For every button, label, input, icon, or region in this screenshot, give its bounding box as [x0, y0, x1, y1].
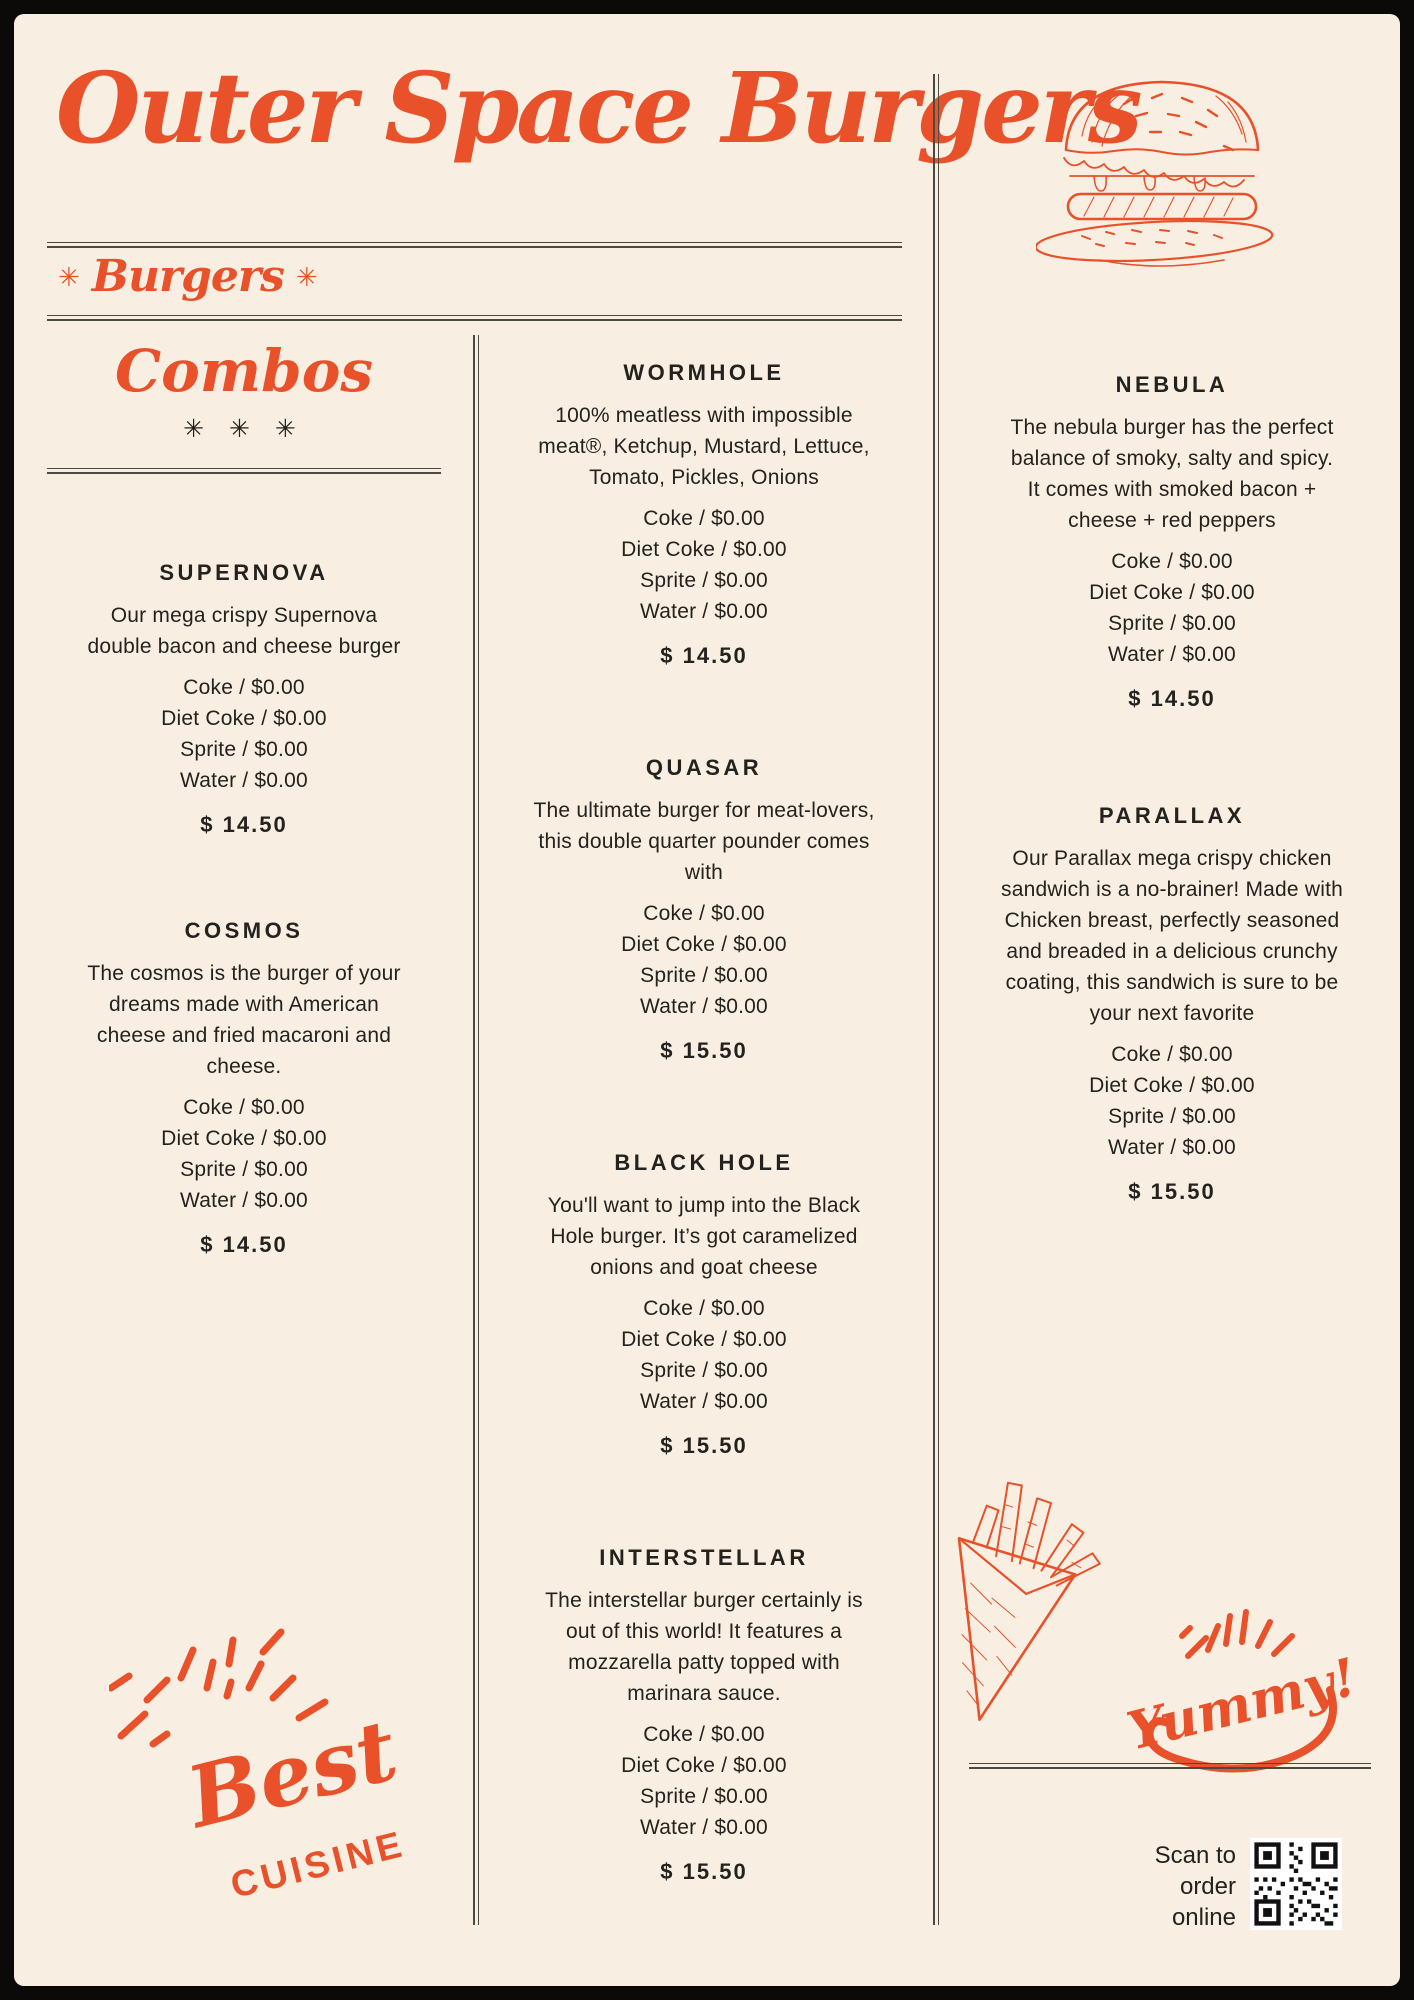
item-description: Our mega crispy Supernova double bacon and cheese burger: [87, 603, 401, 658]
item-option: Water / $0.00: [640, 1390, 768, 1413]
item-option: Water / $0.00: [1108, 1136, 1236, 1159]
item-description: You'll want to jump into the Black Hole burger. It’s got caramelized onions and goat cheese: [547, 1194, 861, 1279]
combos-rule: [47, 468, 441, 474]
menu-sheet: [14, 14, 1400, 1986]
item-option: Sprite / $0.00: [180, 737, 308, 761]
item-price: $ 14.50: [660, 643, 748, 668]
item-name: QUASAR: [645, 755, 763, 780]
footer-rule: [969, 1763, 1371, 1769]
item-option: Coke / $0.00: [183, 1095, 305, 1119]
item-name: COSMOS: [184, 917, 304, 943]
item-options: [506, 1719, 902, 1843]
menu-item-quasar: [506, 753, 902, 1064]
item-name: INTERSTELLAR: [599, 1545, 809, 1570]
yummy-label: Yummy!: [1121, 1646, 1363, 1763]
item-option: Diet Coke / $0.00: [621, 538, 787, 561]
menu-column-right: [965, 370, 1379, 1205]
page-title: Outer Space Burgers: [56, 51, 1140, 165]
item-option: Coke / $0.00: [183, 675, 305, 699]
item-description: The ultimate burger for meat-lovers, this double quarter pounder comes with: [533, 799, 875, 884]
item-price: $ 15.50: [660, 1038, 748, 1063]
best-cuisine-decoration: [109, 1626, 429, 1966]
item-options: [965, 546, 1379, 670]
item-option: Coke / $0.00: [1111, 550, 1233, 573]
item-option: Water / $0.00: [180, 768, 308, 792]
scan-to-order-label: Scan to order online: [1154, 1842, 1236, 1931]
item-name: BLACK HOLE: [614, 1150, 794, 1175]
item-price: $ 14.50: [1128, 686, 1216, 711]
asterisk-icon: ✳: [295, 261, 318, 292]
item-option: Coke / $0.00: [643, 1297, 765, 1320]
item-option: Sprite / $0.00: [1108, 612, 1236, 635]
item-option: Coke / $0.00: [1111, 1043, 1233, 1066]
item-option: Sprite / $0.00: [640, 1785, 768, 1808]
item-options: [965, 1039, 1379, 1163]
item-options: [506, 898, 902, 1022]
header-rule-bottom: [47, 315, 902, 321]
item-option: Water / $0.00: [640, 1816, 768, 1839]
item-description: The cosmos is the burger of your dreams made with American cheese and fried macaroni and cheese.: [87, 961, 401, 1078]
menu-item-supernova: [47, 558, 441, 838]
fries-illustration: [945, 1462, 1111, 1732]
item-price: $ 15.50: [660, 1859, 748, 1884]
item-option: Diet Coke / $0.00: [621, 1754, 787, 1777]
item-option: Coke / $0.00: [643, 902, 765, 925]
menu-column-combos: [47, 332, 441, 1258]
menu-item-cosmos: [47, 916, 441, 1258]
menu-item-black-hole: [506, 1148, 902, 1459]
burger-illustration: [1036, 54, 1288, 268]
item-option: Sprite / $0.00: [640, 964, 768, 987]
item-description: Our Parallax mega crispy chicken sandwich is a no-brainer! Made with Chicken breast, perfectly seasoned and breaded in a delicious crunchy coating, this sandwich is sure to be your next favorite: [1001, 847, 1343, 1025]
item-price: $ 14.50: [200, 1231, 288, 1257]
item-option: Sprite / $0.00: [180, 1157, 308, 1181]
item-name: WORMHOLE: [623, 360, 785, 385]
item-name: SUPERNOVA: [159, 559, 329, 585]
item-options: [47, 1092, 441, 1216]
item-price: $ 15.50: [1128, 1179, 1216, 1204]
item-option: Sprite / $0.00: [1108, 1105, 1236, 1128]
item-options: [506, 503, 902, 627]
item-description: 100% meatless with impossible meat®, Ketchup, Mustard, Lettuce, Tomato, Pickles, Onions: [538, 404, 870, 489]
asterisk-icon: ✳: [58, 261, 80, 292]
item-price: $ 15.50: [660, 1433, 748, 1458]
item-option: Water / $0.00: [1108, 643, 1236, 666]
item-option: Sprite / $0.00: [640, 1359, 768, 1382]
item-price: $ 14.50: [200, 811, 288, 837]
menu-column-middle: [506, 358, 902, 1885]
menu-item-interstellar: [506, 1543, 902, 1885]
item-option: Diet Coke / $0.00: [621, 1328, 787, 1351]
item-option: Coke / $0.00: [643, 507, 765, 530]
three-asterisks-icon: ✳ ✳ ✳: [183, 414, 305, 443]
item-option: Diet Coke / $0.00: [161, 1126, 327, 1150]
item-option: Diet Coke / $0.00: [1089, 581, 1255, 604]
item-option: Diet Coke / $0.00: [621, 933, 787, 956]
best-label: Best: [178, 1700, 407, 1847]
item-option: Coke / $0.00: [643, 1723, 765, 1746]
item-options: [47, 672, 441, 796]
qr-code: [1250, 1838, 1342, 1930]
menu-item-nebula: [965, 370, 1379, 712]
menu-item-wormhole: [506, 358, 902, 669]
item-description: The interstellar burger certainly is out of this world! It features a mozzarella patty topped with marinara sauce.: [545, 1589, 863, 1705]
menu-item-parallax: [965, 801, 1379, 1205]
item-option: Diet Coke / $0.00: [1089, 1074, 1255, 1097]
category-label: Burgers: [91, 251, 284, 302]
item-name: PARALLAX: [1098, 803, 1246, 828]
column-divider-right: [933, 74, 939, 1925]
item-option: Sprite / $0.00: [640, 569, 768, 592]
combos-title: Combos: [114, 337, 374, 405]
item-option: Water / $0.00: [640, 995, 768, 1018]
item-option: Diet Coke / $0.00: [161, 706, 327, 730]
item-description: The nebula burger has the perfect balance of smoky, salty and spicy. It comes with smoked bacon + cheese + red peppers: [1010, 416, 1334, 532]
cuisine-label: CUISINE: [226, 1823, 410, 1906]
item-option: Water / $0.00: [180, 1188, 308, 1212]
header-rule-top: [47, 242, 902, 248]
item-name: NEBULA: [1115, 372, 1229, 397]
item-options: [506, 1293, 902, 1417]
category-heading: [58, 251, 318, 302]
column-divider-left: [473, 335, 479, 1925]
item-option: Water / $0.00: [640, 600, 768, 623]
